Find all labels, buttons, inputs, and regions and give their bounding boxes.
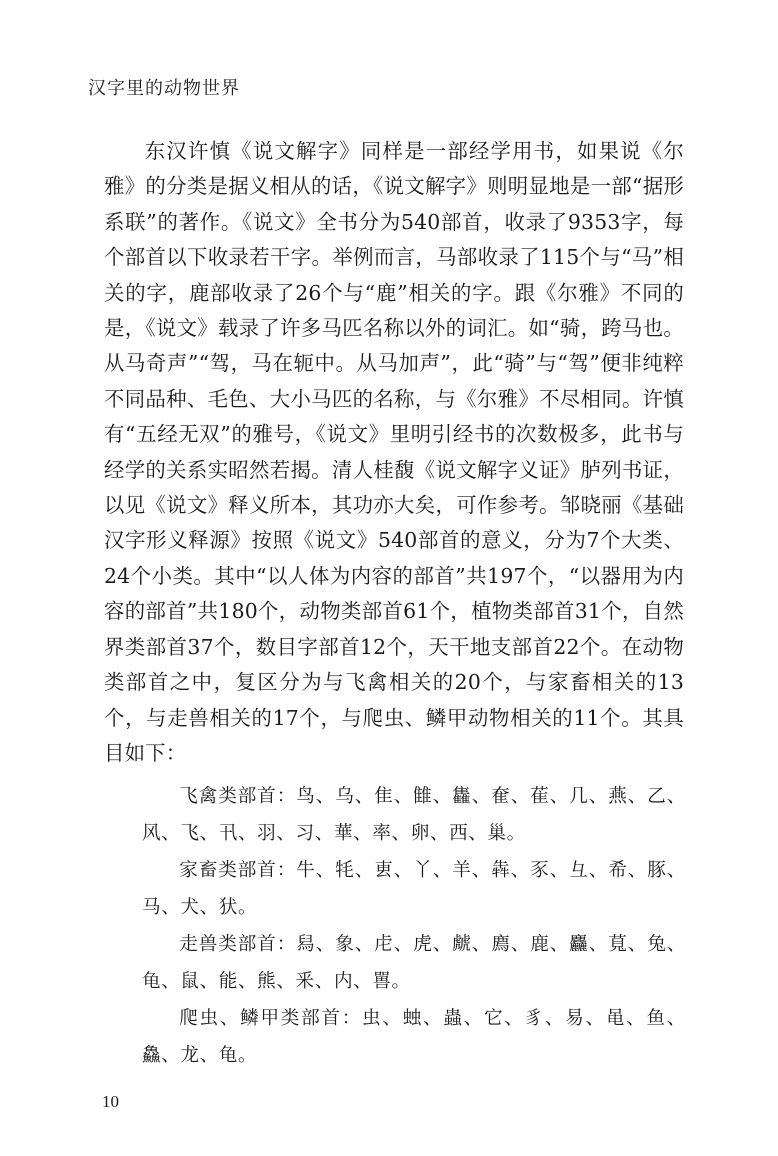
radical-list-livestock	[142, 852, 686, 926]
body-paragraph: 东汉许慎《说文解字》同样是一部经学用书，如果说《尔雅》的分类是据义相从的话，《说文解字》则明显地是一部“据形系联”的著作。《说文》全书分为540部首，收录了9353字，每个部首以下收录若干字。举例而言，马部收录了115个与“马”相关的字，鹿部收录了26个与“鹿”相关的字。跟《尔雅》不同的是，《说文》载录了许多马匹名称以外的词汇。如“骑，跨马也。从马奇声”“驾，马在轭中。从马加声”，此“骑”与“驾”便非纯粹不同品种、毛色、大小马匹的名称，与《尔雅》不尽相同。许慎有“五经无双”的雅号，《说文》里明引经书的次数极多，此书与经学的关系实昭然若揭。清人桂馥《说文解字义证》胪列书证，以见《说文》释义所本，其功亦大矣，可作参考。邹晓丽《基础汉字形义释源》按照《说文》540部首的意义，分为7个大类、24个小类。其中“以人体为内容的部首”共197个，“以器用为内容的部首”共180个，动物类部首61个，植物类部首31个，自然界类部首37个，数目字部首12个，天干地支部首22个。在动物类部首之中，复区分为与飞禽相关的20个，与家畜相关的13个，与走兽相关的17个，与爬虫、鳞甲动物相关的11个。其具目如下：	[104, 139, 684, 765]
page-number: 10	[102, 1092, 119, 1111]
radical-list-label: 走兽类部首：	[179, 934, 297, 955]
radical-list-block	[142, 778, 686, 1074]
radical-list-items: 虫、䖵、蟲、它、豸、易、黾、鱼、鱻、龙、龟。	[142, 1008, 686, 1066]
page-header-title: 汉字里的动物世界	[88, 78, 240, 99]
radical-list-label: 爬虫、鳞甲类部首：	[179, 1008, 363, 1029]
radical-list-reptiles	[142, 1000, 686, 1074]
radical-list-items: 鸟、乌、隹、雔、雥、奞、萑、几、燕、乙、风、飞、卂、羽、习、華、率、卵、西、巢。	[142, 786, 686, 844]
radical-list-label: 飞禽类部首：	[179, 786, 297, 807]
radical-list-items: 舄、象、虍、虎、虤、廌、鹿、麤、萈、兔、龟、鼠、能、熊、釆、内、嘼。	[142, 934, 686, 992]
radical-list-beasts	[142, 926, 686, 1000]
radical-list-birds	[142, 778, 686, 852]
radical-list-items: 牛、牦、叀、丫、羊、犇、豕、彑、希、豚、马、犬、犾。	[142, 860, 686, 918]
main-text-block	[104, 134, 684, 771]
radical-list-label: 家畜类部首：	[179, 860, 297, 881]
